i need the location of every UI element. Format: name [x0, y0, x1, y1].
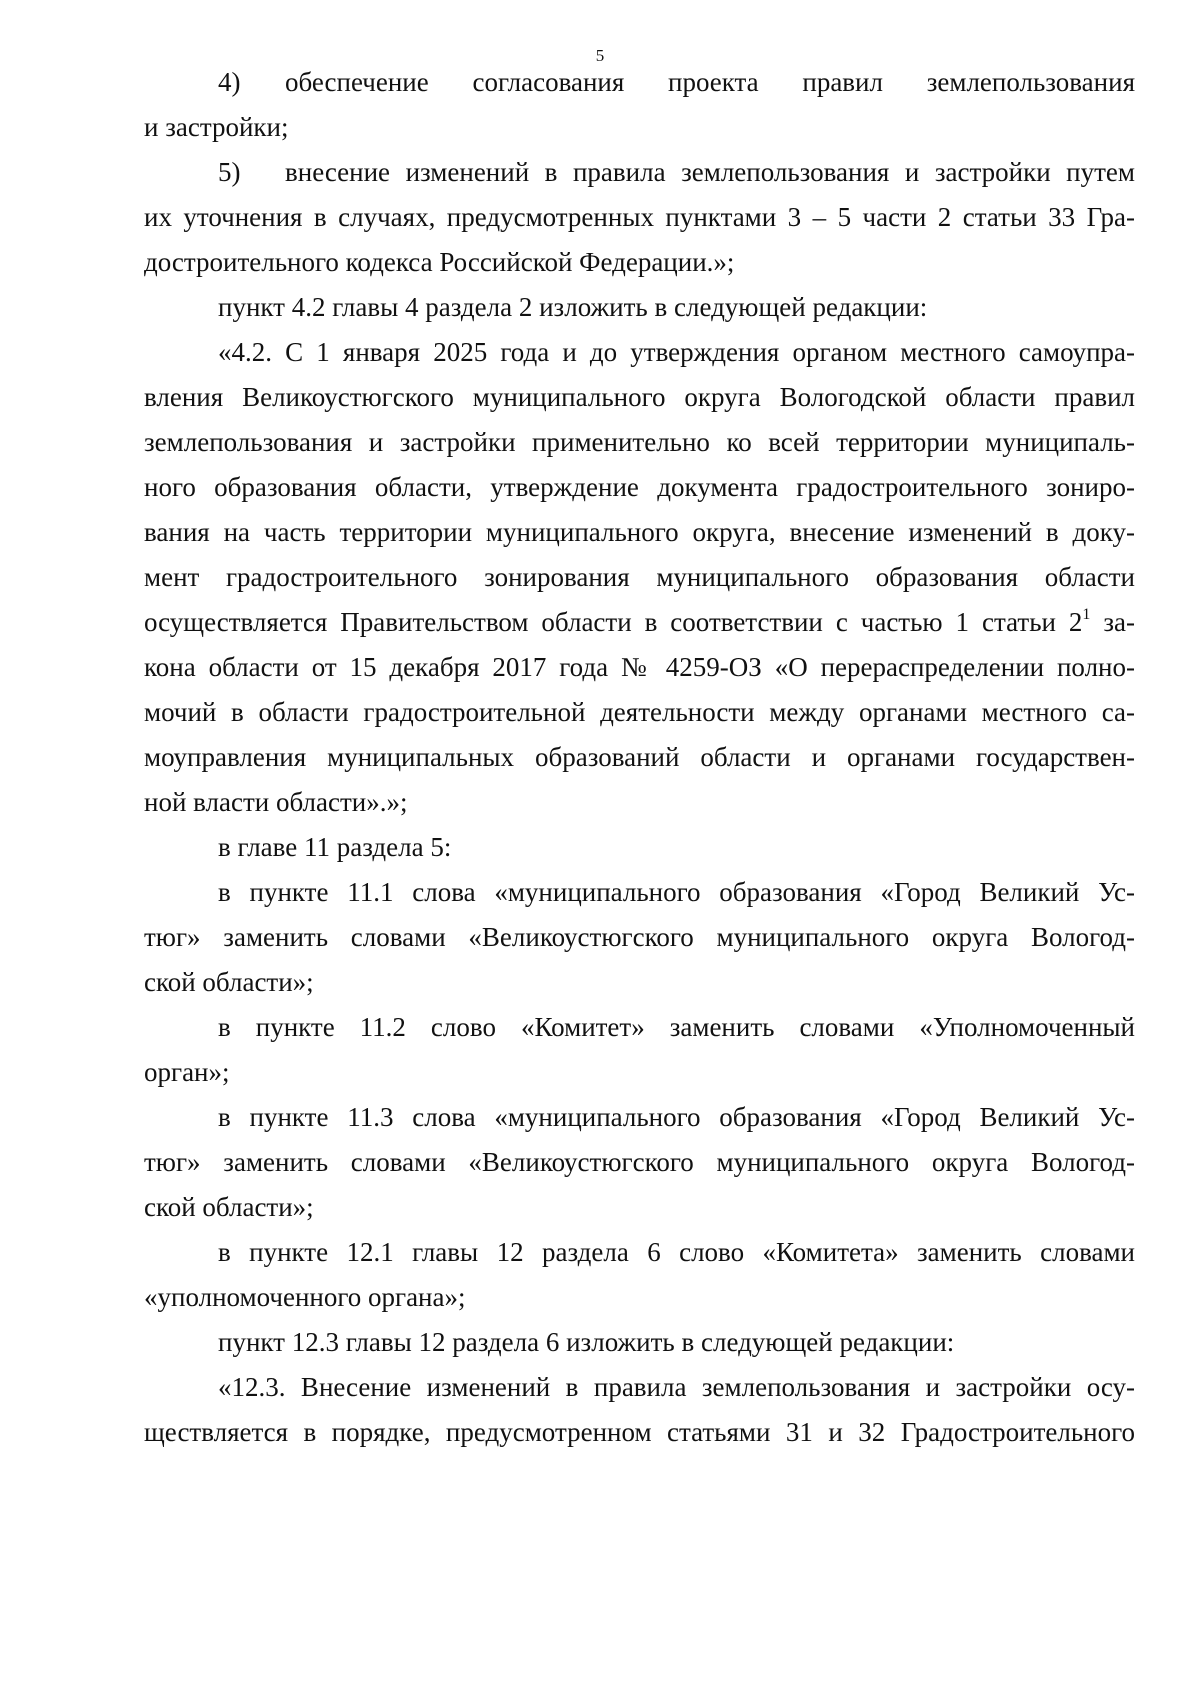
item-5-line-2: их уточнения в случаях, предусмотренных пунктами 3 – 5 части 2 статьи 33 Гра- — [144, 202, 1135, 232]
paragraph-4-2-line-6: мент градостроительного зонирования муниципального образования области — [144, 562, 1135, 592]
chapter-11-intro: в главе 11 раздела 5: — [218, 832, 452, 862]
paragraph-4-2-line-2: вления Великоустюгского муниципального округа Вологодской области правил — [144, 382, 1135, 412]
paragraph-12-3-line-2: ществляется в порядке, предусмотренном статьями 31 и 32 Градостроительного — [144, 1417, 1135, 1447]
paragraph-4-2-line-11: ной власти области».»; — [144, 787, 408, 817]
item-4-text: обеспечение согласования проекта правил землепользования — [285, 67, 1135, 97]
paragraph-4-2-line-4: ного образования области, утверждение документа градостроительного зониро- — [144, 472, 1135, 502]
paragraph-11-1-line-1: в пункте 11.1 слова «муниципального образования «Город Великий Ус- — [218, 877, 1135, 907]
paragraph-11-3-line-1: в пункте 11.3 слова «муниципального образования «Город Великий Ус- — [218, 1102, 1135, 1132]
paragraph-4-2-line-3: землепользования и застройки применительно ко всей территории муниципаль- — [144, 427, 1135, 457]
paragraph-11-1-line-3: ской области»; — [144, 967, 314, 997]
paragraph-12-3-intro: пункт 12.3 главы 12 раздела 6 изложить в следующей редакции: — [218, 1327, 955, 1357]
paragraph-4-2-line-7 — [144, 605, 1135, 639]
item-5-line-3: достроительного кодекса Российской Федерации.»; — [144, 247, 735, 277]
paragraph-11-3-line-3: ской области»; — [144, 1192, 314, 1222]
item-5-number: 5) — [218, 157, 241, 187]
page-number: 5 — [595, 46, 605, 65]
paragraph-11-3-line-2: тюг» заменить словами «Великоустюгского муниципального округа Вологод- — [144, 1147, 1135, 1177]
paragraph-12-1-line-1: в пункте 12.1 главы 12 раздела 6 слово «Комитета» заменить словами — [218, 1237, 1135, 1267]
paragraph-11-2-line-2: орган»; — [144, 1057, 230, 1087]
paragraph-11-1-line-2: тюг» заменить словами «Великоустюгского муниципального округа Вологод- — [144, 922, 1135, 952]
item-5-line-1 — [218, 155, 1135, 189]
line-7-text-after: за- — [1090, 607, 1135, 637]
paragraph-4-2-line-1: «4.2. С 1 января 2025 года и до утверждения органом местного самоупра- — [218, 337, 1135, 367]
item-4-line-2: и застройки; — [144, 112, 289, 142]
paragraph-11-2-line-1: в пункте 11.2 слово «Комитет» заменить словами «Уполномоченный — [218, 1012, 1135, 1042]
item-4-line-1 — [218, 65, 1135, 99]
paragraph-4-2-line-10: моуправления муниципальных образований области и органами государствен- — [144, 742, 1135, 772]
paragraph-4-2-line-8: кона области от 15 декабря 2017 года № 4259-ОЗ «О перераспределении полно- — [144, 652, 1135, 682]
line-7-text-before: осуществляется Правительством области в соответствии с частью 1 статьи 2 — [144, 607, 1083, 637]
item-4-number: 4) — [218, 67, 241, 97]
superscript: 1 — [1082, 606, 1091, 623]
paragraph-12-1-line-2: «уполномоченного органа»; — [144, 1282, 466, 1312]
paragraph-4-2-intro: пункт 4.2 главы 4 раздела 2 изложить в следующей редакции: — [218, 292, 928, 322]
paragraph-4-2-line-5: вания на часть территории муниципального округа, внесение изменений в доку- — [144, 517, 1135, 547]
paragraph-12-3-line-1: «12.3. Внесение изменений в правила землепользования и застройки осу- — [218, 1372, 1135, 1402]
paragraph-4-2-line-9: мочий в области градостроительной деятельности между органами местного са- — [144, 697, 1135, 727]
item-5-text: внесение изменений в правила землепользования и застройки путем — [285, 157, 1135, 187]
